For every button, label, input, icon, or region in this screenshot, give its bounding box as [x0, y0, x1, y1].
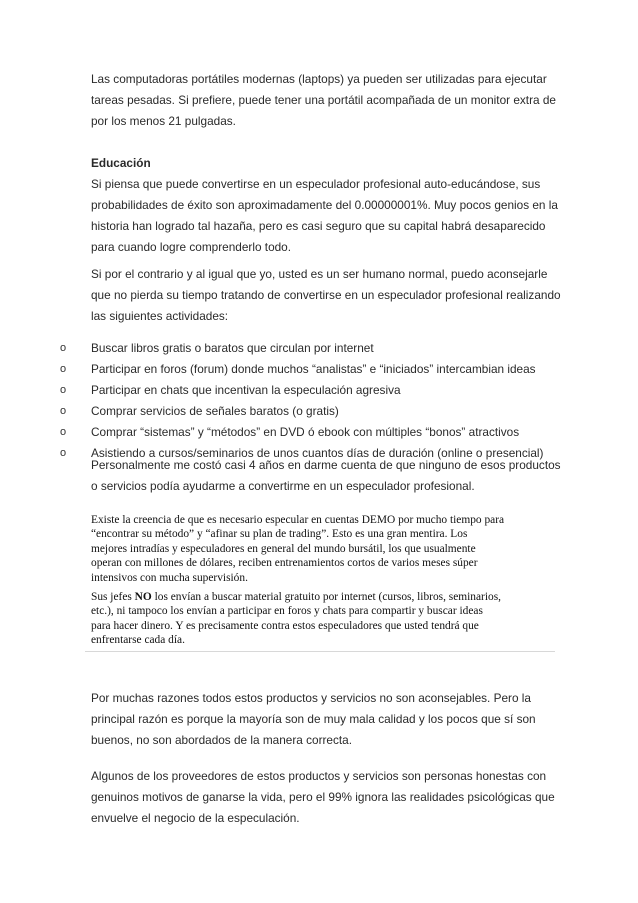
text-line: probabilidades de éxito son aproximadamente del 0.00000001%. Muy pocos genios en la — [91, 198, 558, 212]
text-line — [91, 590, 541, 604]
list-item — [0, 338, 620, 359]
list-item-text: Comprar servicios de señales baratos (o gratis) — [91, 404, 339, 418]
divider — [85, 651, 555, 652]
list-item-text: Participar en chats que incentivan la especulación agresiva — [91, 383, 401, 397]
text-line: Si por el contrario y al igual que yo, usted es un ser humano normal, puedo aconsejarle — [91, 267, 548, 281]
text-line: por los menos 21 pulgadas. — [91, 114, 236, 128]
paragraph-reasons — [91, 688, 561, 751]
list-item — [0, 359, 620, 380]
paragraph-providers — [91, 766, 561, 829]
text-line: operan con millones de dólares, reciben entrenamientos cortos de varios meses súper — [91, 557, 478, 570]
bullet-marker: o — [60, 363, 67, 375]
list-item-text: Comprar “sistemas” y “métodos” en DVD ó ebook con múltiples “bonos” atractivos — [91, 425, 520, 439]
text-line: intensivos con mucha supervisión. — [91, 571, 248, 584]
list-item-text: Buscar libros gratis o baratos que circulan por internet — [91, 341, 374, 355]
text-line: genuinos motivos de ganarse la vida, pero el 99% ignora las realidades psicológicas que — [91, 790, 555, 804]
text-line: historia han logrado tal hazaña, pero es casi seguro que su capital habrá desaparecido — [91, 219, 546, 233]
text-line: Algunos de los proveedores de estos productos y servicios son personas honestas con — [91, 769, 547, 783]
quote-bosses — [91, 590, 541, 648]
bullet-marker: o — [60, 342, 67, 354]
text-line: etc.), ni tampoco los envían a participar en foros y chats para compartir y buscar ideas — [91, 605, 483, 618]
bullet-marker: o — [60, 426, 67, 438]
list-item — [0, 401, 620, 422]
text-line: envuelve el negocio de la especulación. — [91, 811, 300, 825]
text-line: para cuando logre comprenderlo todo. — [91, 240, 292, 254]
emphasis-no: NO — [134, 591, 152, 603]
list-item-text: Participar en foros (forum) donde muchos “analistas” e “iniciados” intercambian ideas — [91, 362, 536, 376]
paragraph-laptops — [91, 69, 561, 132]
text-line: Las computadoras portátiles modernas (laptops) ya pueden ser utilizadas para ejecutar — [91, 72, 547, 86]
text-line: Si piensa que puede convertirse en un especulador profesional auto-educándose, sus — [91, 177, 541, 191]
text-line: para hacer dinero. Y es precisamente contra estos especuladores que usted tendrá que — [91, 619, 479, 632]
text-line: Por muchas razones todos estos productos y servicios no son aconsejables. Pero la — [91, 691, 531, 705]
section-heading: Educación — [91, 156, 151, 170]
paragraph-advice — [91, 264, 561, 327]
text-line: “encontrar su método” y “afinar su plan de trading”. Esto es una gran mentira. Los — [91, 528, 468, 541]
bullet-marker: o — [60, 405, 67, 417]
text-fragment: los envían a buscar material gratuito por internet (cursos, libros, seminarios, — [151, 591, 501, 603]
activities-list — [0, 338, 620, 464]
text-line: que no pierda su tiempo tratando de convertirse en un especulador profesional realizando — [91, 288, 561, 302]
text-line: enfrentarse cada día. — [91, 634, 185, 647]
text-line: o servicios podía ayudarme a convertirme en un especulador profesional. — [91, 479, 475, 493]
section-education — [91, 153, 561, 258]
quote-demo-accounts — [91, 513, 541, 585]
text-line: principal razón es porque la mayoría son de muy mala calidad y los pocos que sí son — [91, 712, 536, 726]
text-fragment: Sus jefes — [91, 591, 135, 603]
paragraph-personal — [91, 455, 561, 497]
text-line: tareas pesadas. Si prefiere, puede tener una portátil acompañada de un monitor extra de — [91, 93, 556, 107]
text-line: Existe la creencia de que es necesario especular en cuentas DEMO por mucho tiempo para — [91, 514, 505, 526]
text-line: las siguientes actividades: — [91, 309, 229, 323]
bullet-marker: o — [60, 384, 67, 396]
text-line: Personalmente me costó casi 4 años en darme cuenta de que ninguno de esos productos — [91, 458, 561, 472]
list-item — [0, 422, 620, 443]
list-item-text: Asistiendo a cursos/seminarios de unos cuantos días de duración (online o presencial) — [91, 446, 544, 460]
text-line: buenos, no son abordados de la manera correcta. — [91, 733, 353, 747]
text-line: mejores intradías y especuladores en general del mundo bursátil, los que usualmente — [91, 542, 476, 555]
list-item — [0, 380, 620, 401]
bullet-marker: o — [60, 447, 67, 459]
